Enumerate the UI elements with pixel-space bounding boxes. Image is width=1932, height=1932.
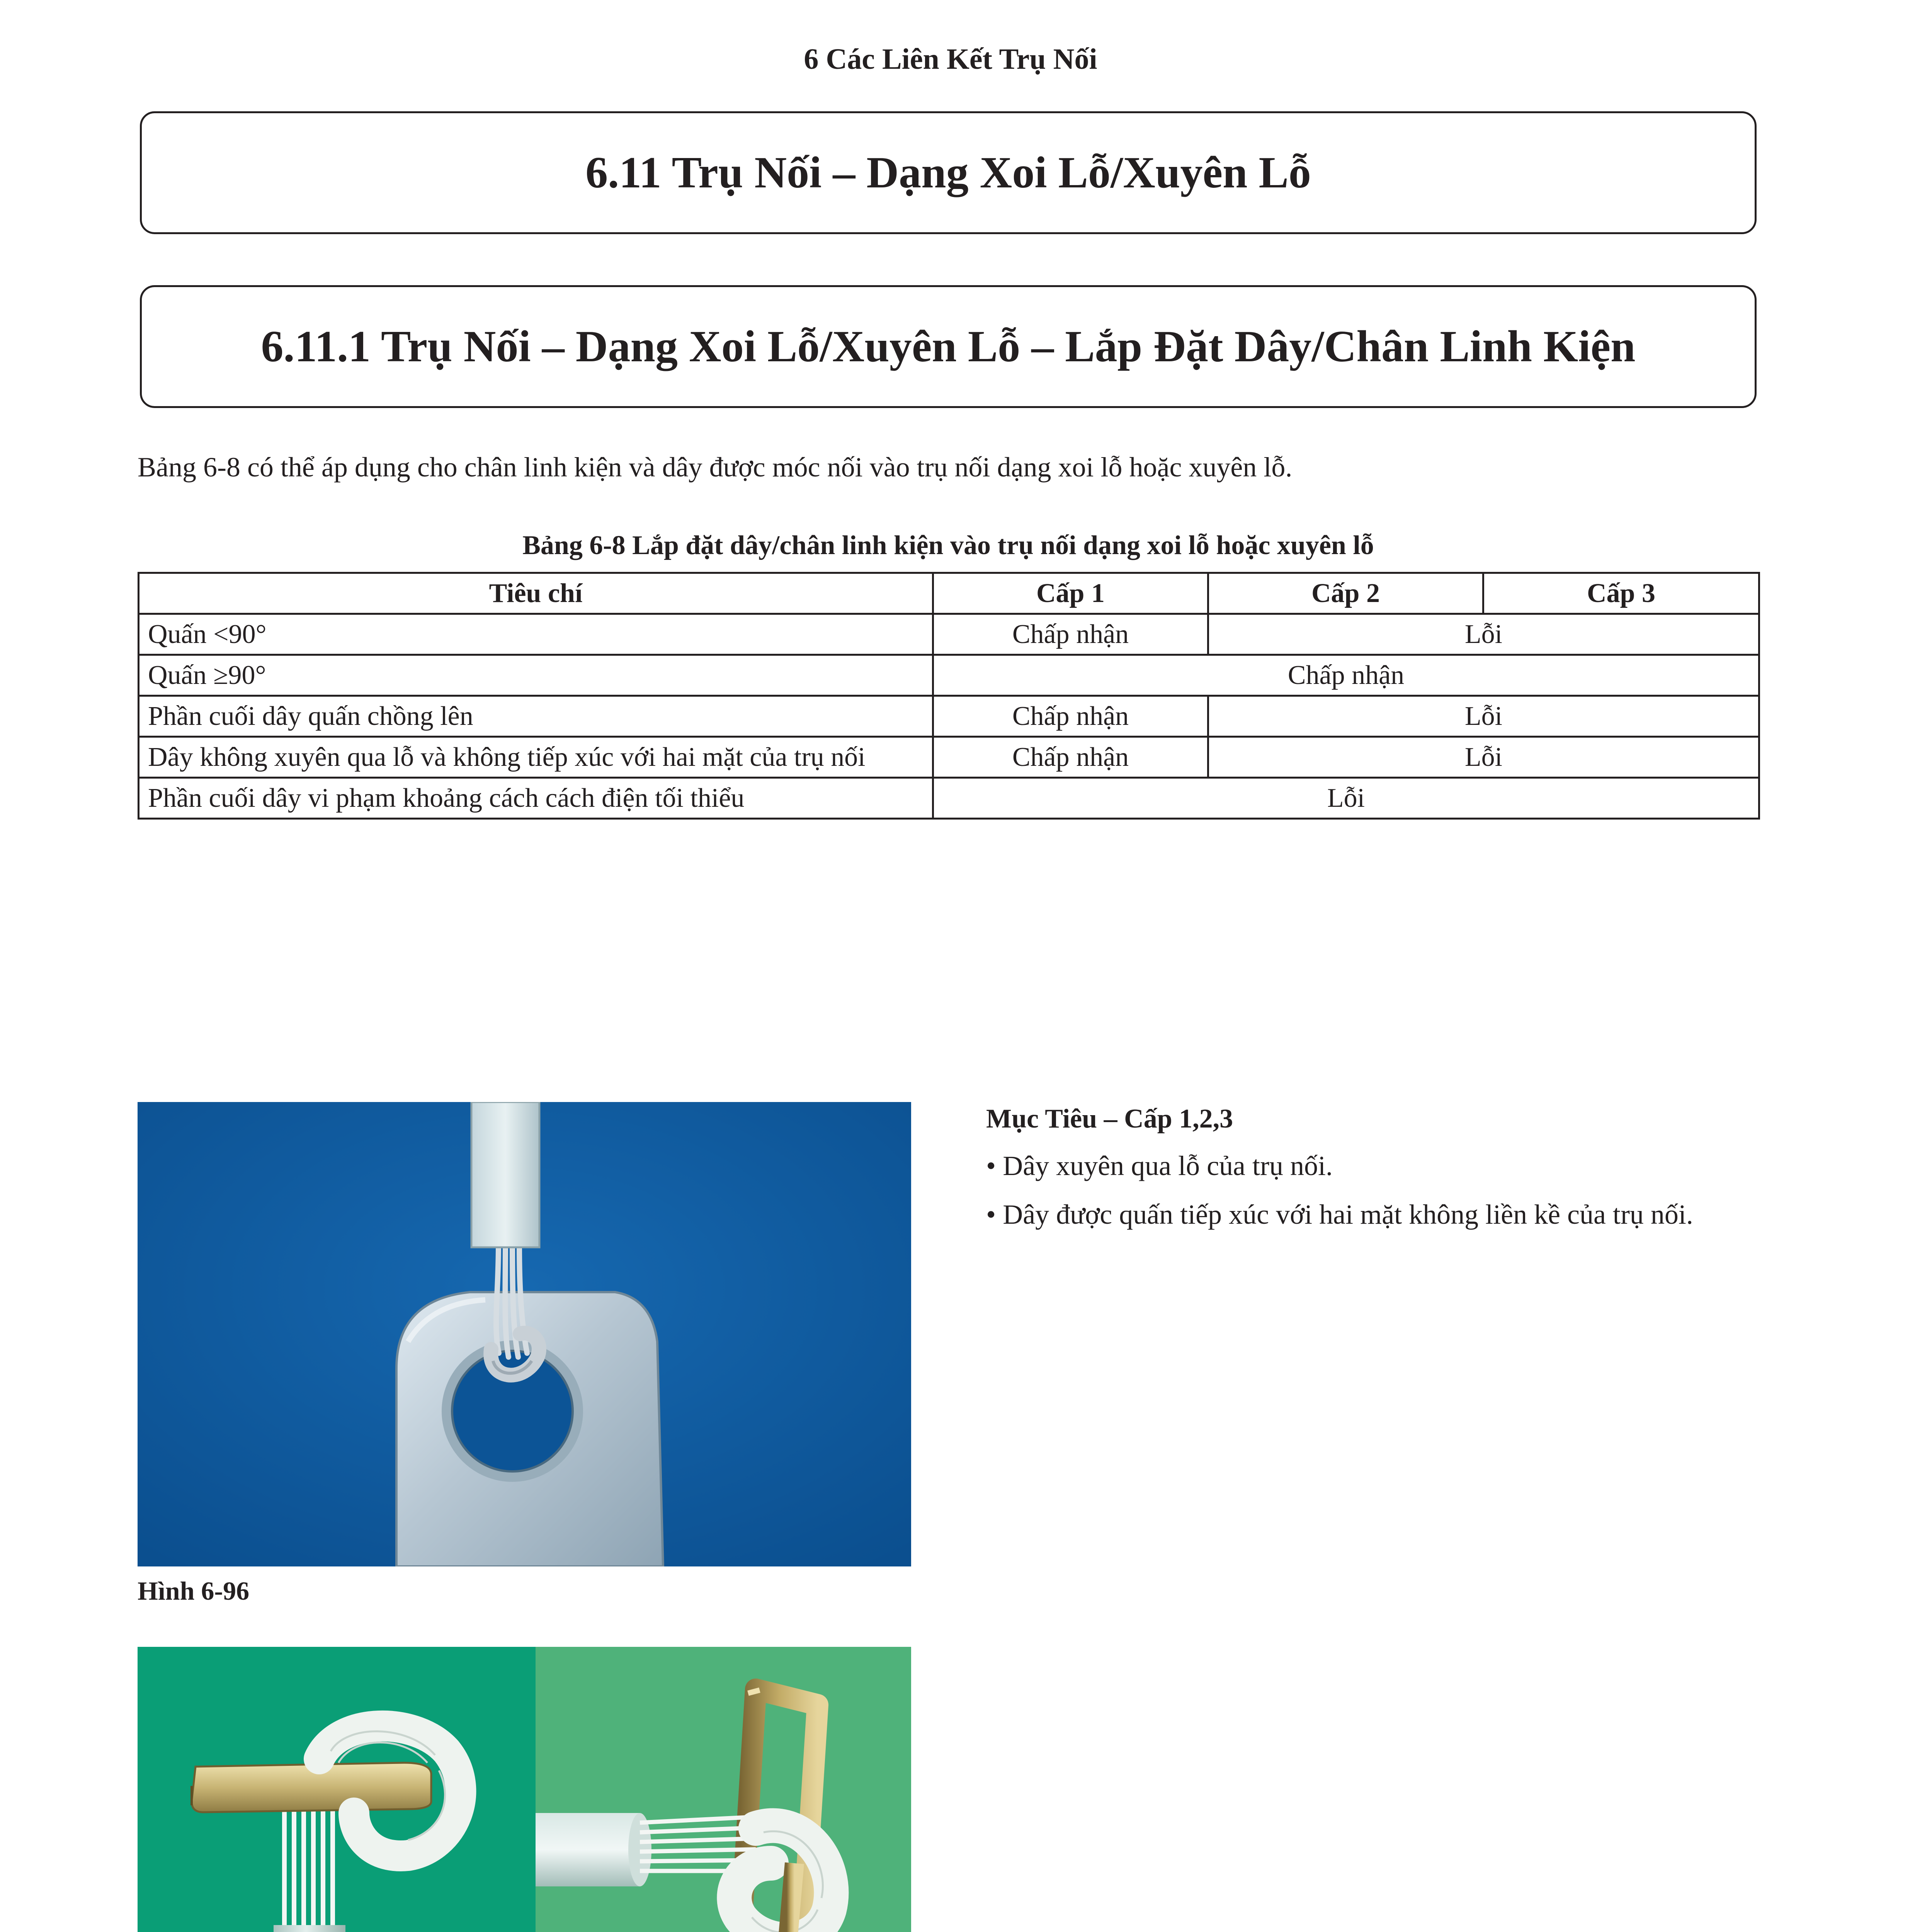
class-2-3-cell: Lỗi	[1208, 696, 1759, 737]
table-row	[139, 655, 1759, 696]
header-class-1: Cấp 1	[933, 573, 1208, 614]
figure-6-97-photo	[138, 1647, 911, 1932]
criterion-cell: Dây không xuyên qua lỗ và không tiếp xúc với hai mặt của trụ nối	[139, 737, 933, 778]
class-1-cell: Chấp nhận	[933, 696, 1208, 737]
section-title-box	[140, 111, 1757, 234]
criterion-cell: Phần cuối dây vi phạm khoảng cách cách điện tối thiểu	[139, 778, 933, 819]
wrapped-wire-renderings-illustration	[138, 1647, 911, 1932]
target-heading: Mục Tiêu – Cấp 1,2,3	[986, 1104, 1233, 1134]
class-2-3-cell: Lỗi	[1208, 614, 1759, 655]
target-bullet: • Dây xuyên qua lỗ của trụ nối.	[986, 1150, 1333, 1181]
class-2-3-cell: Lỗi	[1208, 737, 1759, 778]
table-header-row	[139, 573, 1759, 614]
table-row	[139, 696, 1759, 737]
subsection-title-box	[140, 285, 1757, 408]
header-criterion: Tiêu chí	[139, 573, 933, 614]
all-classes-cell: Chấp nhận	[933, 655, 1759, 696]
all-classes-cell: Lỗi	[933, 778, 1759, 819]
table-row	[139, 737, 1759, 778]
figure-6-96-caption: Hình 6-96	[138, 1576, 250, 1605]
table-row	[139, 614, 1759, 655]
criterion-cell: Phần cuối dây quấn chồng lên	[139, 696, 933, 737]
criterion-cell: Quấn ≥90°	[139, 655, 933, 696]
header-class-2: Cấp 2	[1208, 573, 1483, 614]
table-row	[139, 778, 1759, 819]
section-title: 6.11 Trụ Nối – Dạng Xoi Lỗ/Xuyên Lỗ	[585, 148, 1311, 197]
target-bullet: • Dây được quấn tiếp xúc với hai mặt không liền kề của trụ nối.	[986, 1199, 1693, 1230]
class-1-cell: Chấp nhận	[933, 737, 1208, 778]
table-caption: Bảng 6-8 Lắp đặt dây/chân linh kiện vào trụ nối dạng xoi lỗ hoặc xuyên lỗ	[522, 531, 1374, 560]
class-1-cell: Chấp nhận	[933, 614, 1208, 655]
intro-paragraph: Bảng 6-8 có thể áp dụng cho chân linh kiện và dây được móc nối vào trụ nối dạng xoi lỗ hoặc xuyên lỗ.	[138, 452, 1293, 483]
criterion-cell: Quấn <90°	[139, 614, 933, 655]
subsection-title: 6.11.1 Trụ Nối – Dạng Xoi Lỗ/Xuyên Lỗ – Lắp Đặt Dây/Chân Linh Kiện	[261, 321, 1636, 371]
pierced-terminal-wire-illustration	[138, 1102, 911, 1566]
chapter-header: 6 Các Liên Kết Trụ Nối	[804, 43, 1097, 75]
criteria-table	[138, 572, 1760, 820]
header-class-3: Cấp 3	[1483, 573, 1759, 614]
figure-6-96-photo	[138, 1102, 911, 1566]
